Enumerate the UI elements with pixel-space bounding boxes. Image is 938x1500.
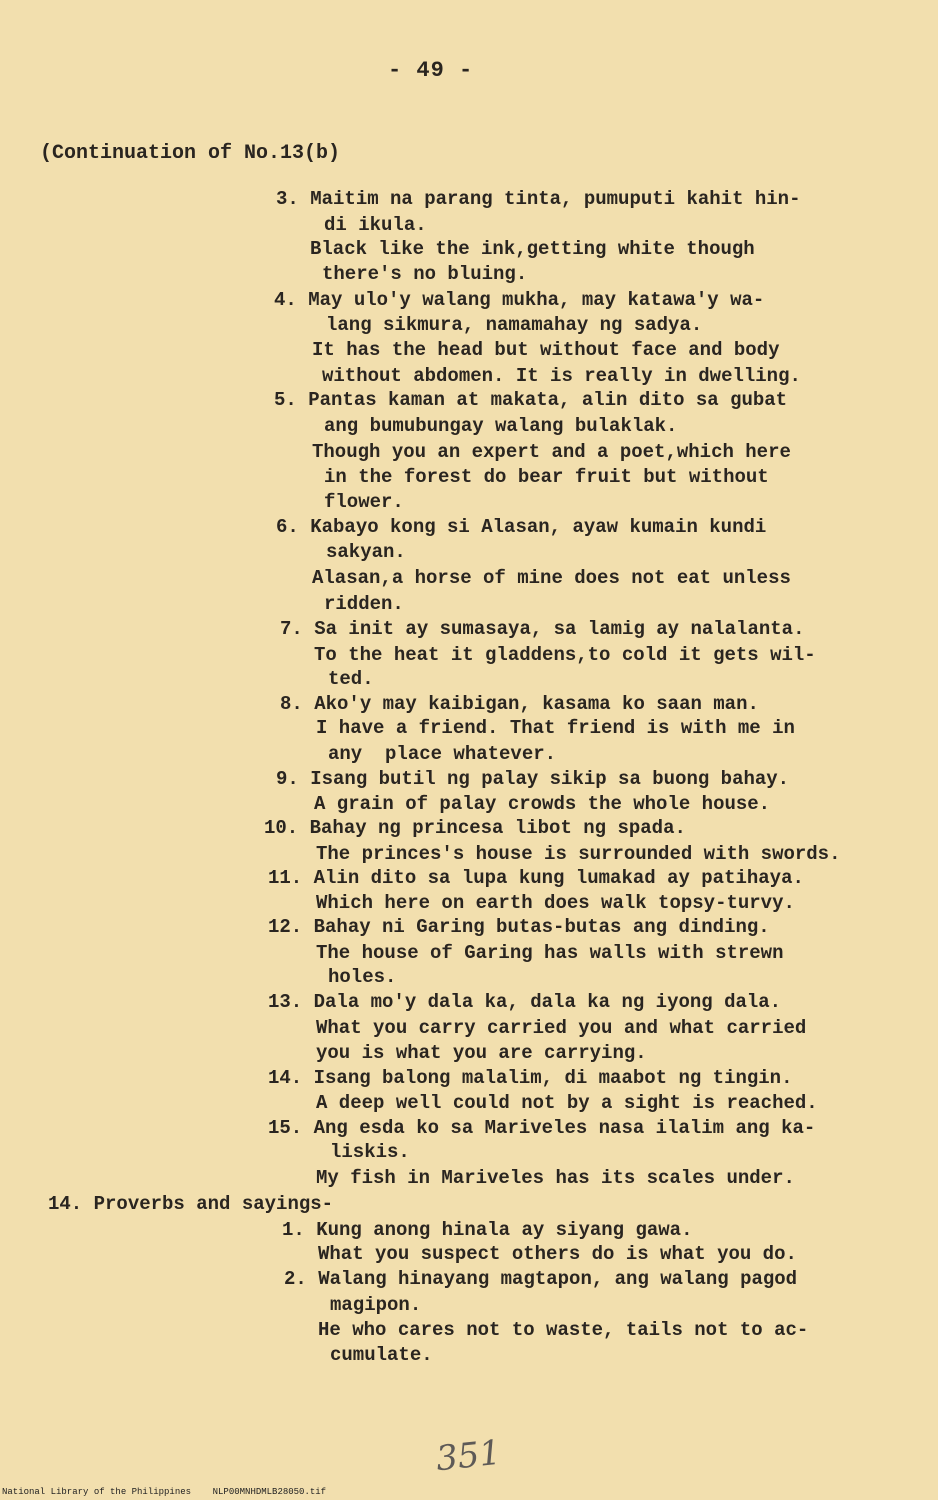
- proverb-1-line-1: 1. Kung anong hinala ay siyang gawa.: [282, 1219, 693, 1241]
- riddle-15-translation-1: My fish in Mariveles has its scales under.: [316, 1167, 795, 1189]
- riddle-12-translation-1: The house of Garing has walls with strewn: [316, 942, 784, 964]
- proverb-2-translation-1: He who cares not to waste, tails not to ac-: [318, 1319, 809, 1341]
- riddle-12-translation-2: holes.: [328, 966, 397, 988]
- riddle-11-translation-1: Which here on earth does walk topsy-turvy.: [316, 892, 795, 914]
- riddle-5-translation-1: Though you an expert and a poet,which here: [312, 441, 791, 463]
- riddle-7-translation-2: ted.: [328, 668, 374, 690]
- riddle-8-line-1: 8. Ako'y may kaibigan, kasama ko saan man.: [280, 693, 759, 715]
- riddle-5-translation-3: flower.: [324, 491, 404, 513]
- riddle-13-line-1: 13. Dala mo'y dala ka, dala ka ng iyong dala.: [268, 991, 782, 1013]
- riddle-8-translation-2: any place whatever.: [328, 743, 557, 765]
- riddle-3-line-1: 3. Maitim na parang tinta, pumuputi kahit hin-: [276, 188, 801, 210]
- riddle-3-translation-2: there's no bluing.: [322, 263, 528, 285]
- riddle-5-translation-2: in the forest do bear fruit but without: [324, 466, 769, 488]
- riddle-11-line-1: 11. Alin dito sa lupa kung lumakad ay patihaya.: [268, 867, 804, 889]
- riddle-5-line-2: ang bumubungay walang bulaklak.: [324, 415, 678, 437]
- riddle-10-translation-1: The princes's house is surrounded with swords.: [316, 843, 841, 865]
- section-14-heading: 14. Proverbs and sayings-: [48, 1193, 334, 1215]
- riddle-4-line-1: 4. May ulo'y walang mukha, may katawa'y wa-: [274, 289, 765, 311]
- riddle-4-translation-1: It has the head but without face and body: [312, 339, 780, 361]
- proverb-2-line-1: 2. Walang hinayang magtapon, ang walang pagod: [284, 1268, 798, 1290]
- riddle-15-line-2: liskis.: [330, 1141, 410, 1163]
- riddle-6-line-2: sakyan.: [326, 541, 406, 563]
- riddle-4-translation-2: without abdomen. It is really in dwelling.: [322, 365, 801, 387]
- page-number: - 49 -: [388, 58, 474, 83]
- riddle-7-line-1: 7. Sa init ay sumasaya, sa lamig ay nalalanta.: [280, 618, 805, 640]
- riddle-7-translation-1: To the heat it gladdens,to cold it gets wil-: [314, 644, 816, 666]
- riddle-9-translation-1: A grain of palay crowds the whole house.: [314, 793, 771, 815]
- riddle-6-translation-1: Alasan,a horse of mine does not eat unless: [312, 567, 791, 589]
- riddle-6-translation-2: ridden.: [324, 593, 404, 615]
- riddle-9-line-1: 9. Isang butil ng palay sikip sa buong bahay.: [276, 768, 790, 790]
- riddle-6-line-1: 6. Kabayo kong si Alasan, ayaw kumain kundi: [276, 516, 767, 538]
- riddle-13-translation-2: you is what you are carrying.: [316, 1042, 647, 1064]
- riddle-4-line-2: lang sikmura, namamahay ng sadya.: [326, 314, 703, 336]
- riddle-3-translation-1: Black like the ink,getting white though: [310, 238, 755, 260]
- proverb-2-line-2: magipon.: [330, 1294, 422, 1316]
- riddle-3-line-2: di ikula.: [324, 214, 427, 236]
- handwritten-page-number: 351: [434, 1432, 503, 1480]
- riddle-14-translation-1: A deep well could not by a sight is reached.: [316, 1092, 818, 1114]
- riddle-13-translation-1: What you carry carried you and what carried: [316, 1017, 807, 1039]
- section-heading: (Continuation of No.13(b): [40, 142, 341, 165]
- riddle-14-line-1: 14. Isang balong malalim, di maabot ng tingin.: [268, 1067, 793, 1089]
- scan-footer: National Library of the Philippines NLP00MNHDMLB28050.tif: [2, 1487, 327, 1497]
- riddle-15-line-1: 15. Ang esda ko sa Mariveles nasa ilalim ang ka-: [268, 1117, 816, 1139]
- riddle-10-line-1: 10. Bahay ng princesa libot ng spada.: [264, 817, 686, 839]
- riddle-8-translation-1: I have a friend. That friend is with me in: [316, 717, 795, 739]
- riddle-5-line-1: 5. Pantas kaman at makata, alin dito sa gubat: [274, 389, 788, 411]
- riddle-12-line-1: 12. Bahay ni Garing butas-butas ang dinding.: [268, 916, 770, 938]
- proverb-2-translation-2: cumulate.: [330, 1344, 433, 1366]
- proverb-1-translation-1: What you suspect others do is what you do.: [318, 1243, 797, 1265]
